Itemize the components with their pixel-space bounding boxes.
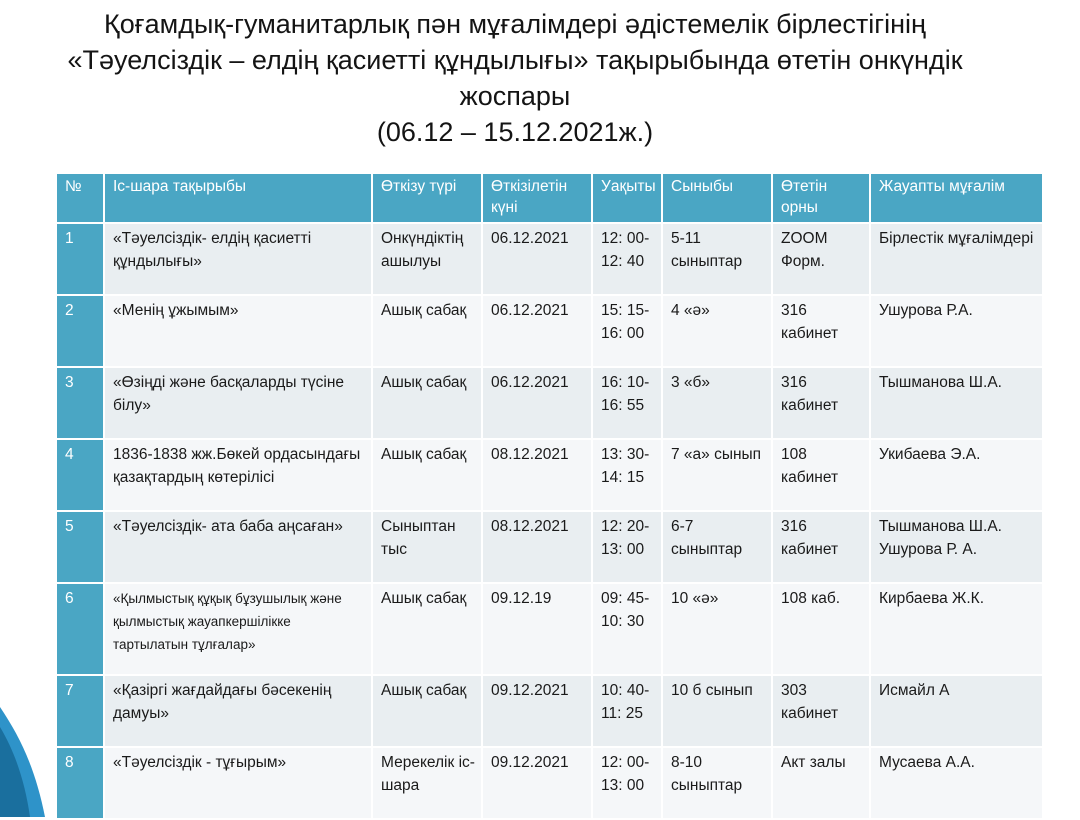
cell-event-topic: «Тәуелсіздік - тұғырым» bbox=[104, 747, 372, 819]
header-teacher: Жауапты мұғалім bbox=[870, 173, 1043, 223]
header-time: Уақыты bbox=[592, 173, 662, 223]
cell-class: 10 «ә» bbox=[662, 583, 772, 675]
cell-number: 7 bbox=[56, 675, 104, 747]
cell-location: Акт залы bbox=[772, 747, 870, 819]
cell-class: 6-7 сыныптар bbox=[662, 511, 772, 583]
cell-time: 16: 10-16: 55 bbox=[592, 367, 662, 439]
cell-format: Ашық сабақ bbox=[372, 439, 482, 511]
cell-event-topic: «Қазіргі жағдайдағы бәсекенің дамуы» bbox=[104, 675, 372, 747]
event-plan-table bbox=[55, 172, 1044, 820]
cell-teacher: Бірлестік мұғалімдері bbox=[870, 223, 1043, 295]
cell-date: 08.12.2021 bbox=[482, 439, 592, 511]
cell-time: 12: 00-12: 40 bbox=[592, 223, 662, 295]
cell-location: 316 кабинет bbox=[772, 511, 870, 583]
cell-format: Ашық сабақ bbox=[372, 583, 482, 675]
cell-event-topic: «Тәуелсіздік- елдің қасиетті құндылығы» bbox=[104, 223, 372, 295]
cell-time: 12: 20-13: 00 bbox=[592, 511, 662, 583]
cell-time: 09: 45-10: 30 bbox=[592, 583, 662, 675]
cell-teacher: Исмайл А bbox=[870, 675, 1043, 747]
cell-event-topic: «Тәуелсіздік- ата баба аңсаған» bbox=[104, 511, 372, 583]
cell-class: 3 «б» bbox=[662, 367, 772, 439]
cell-date: 09.12.2021 bbox=[482, 675, 592, 747]
cell-location: 108 кабинет bbox=[772, 439, 870, 511]
cell-number: 6 bbox=[56, 583, 104, 675]
header-number: № bbox=[56, 173, 104, 223]
cell-format: Ашық сабақ bbox=[372, 295, 482, 367]
cell-date: 09.12.19 bbox=[482, 583, 592, 675]
header-event-topic: Іс-шара тақырыбы bbox=[104, 173, 372, 223]
cell-number: 4 bbox=[56, 439, 104, 511]
table-row bbox=[56, 367, 1043, 439]
cell-date: 06.12.2021 bbox=[482, 295, 592, 367]
cell-date: 06.12.2021 bbox=[482, 223, 592, 295]
cell-event-topic: «Менің ұжымым» bbox=[104, 295, 372, 367]
page-title bbox=[0, 6, 1030, 150]
title-line: Қоғамдық-гуманитарлық пән мұғалімдері әдістемелік бірлестігінің bbox=[104, 9, 926, 39]
cell-location: ZOOM Форм. bbox=[772, 223, 870, 295]
cell-time: 12: 00-13: 00 bbox=[592, 747, 662, 819]
table-row bbox=[56, 583, 1043, 675]
cell-location: 316 кабинет bbox=[772, 295, 870, 367]
cell-time: 13: 30-14: 15 bbox=[592, 439, 662, 511]
cell-class: 5-11 сыныптар bbox=[662, 223, 772, 295]
table-header-row bbox=[56, 173, 1043, 223]
decorative-corner-swoosh bbox=[0, 707, 60, 817]
header-location: Өтетін орны bbox=[772, 173, 870, 223]
table-row bbox=[56, 223, 1043, 295]
cell-location: 108 каб. bbox=[772, 583, 870, 675]
title-line: жоспары bbox=[459, 81, 571, 111]
table-row bbox=[56, 511, 1043, 583]
title-line: «Тәуелсіздік – елдің қасиетті құндылығы» тақырыбында өтетін онкүндік bbox=[67, 45, 963, 75]
cell-location: 316 кабинет bbox=[772, 367, 870, 439]
title-line: (06.12 – 15.12.2021ж.) bbox=[376, 117, 654, 147]
cell-format: Онкүндіктің ашылуы bbox=[372, 223, 482, 295]
cell-class: 10 б сынып bbox=[662, 675, 772, 747]
cell-teacher: Тышманова Ш.А. bbox=[870, 367, 1043, 439]
cell-number: 3 bbox=[56, 367, 104, 439]
header-date: Өткізілетін күні bbox=[482, 173, 592, 223]
header-format: Өткізу түрі bbox=[372, 173, 482, 223]
table-row bbox=[56, 295, 1043, 367]
table-row bbox=[56, 747, 1043, 819]
cell-event-topic: «Өзіңді және басқаларды түсіне білу» bbox=[104, 367, 372, 439]
cell-location: 303 кабинет bbox=[772, 675, 870, 747]
cell-format: Ашық сабақ bbox=[372, 367, 482, 439]
cell-class: 4 «ә» bbox=[662, 295, 772, 367]
cell-teacher: Тышманова Ш.А. Ушурова Р. А. bbox=[870, 511, 1043, 583]
cell-teacher: Кирбаева Ж.К. bbox=[870, 583, 1043, 675]
cell-number: 2 bbox=[56, 295, 104, 367]
cell-time: 15: 15-16: 00 bbox=[592, 295, 662, 367]
header-class: Сыныбы bbox=[662, 173, 772, 223]
cell-date: 08.12.2021 bbox=[482, 511, 592, 583]
cell-event-topic: 1836-1838 жж.Бөкей ордасындағы қазақтардың көтерілісі bbox=[104, 439, 372, 511]
cell-format: Ашық сабақ bbox=[372, 675, 482, 747]
cell-format: Сыныптан тыс bbox=[372, 511, 482, 583]
cell-number: 8 bbox=[56, 747, 104, 819]
cell-number: 1 bbox=[56, 223, 104, 295]
cell-teacher: Мусаева А.А. bbox=[870, 747, 1043, 819]
cell-format: Мерекелік іс-шара bbox=[372, 747, 482, 819]
cell-number: 5 bbox=[56, 511, 104, 583]
cell-time: 10: 40-11: 25 bbox=[592, 675, 662, 747]
cell-event-topic: «Қылмыстық құқық бұзушылық және қылмыстық жауапкершілікке тартылатын тұлғалар» bbox=[104, 583, 372, 675]
cell-teacher: Укибаева Э.А. bbox=[870, 439, 1043, 511]
table-row bbox=[56, 675, 1043, 747]
cell-date: 09.12.2021 bbox=[482, 747, 592, 819]
cell-date: 06.12.2021 bbox=[482, 367, 592, 439]
cell-class: 8-10 сыныптар bbox=[662, 747, 772, 819]
cell-class: 7 «а» сынып bbox=[662, 439, 772, 511]
table-row bbox=[56, 439, 1043, 511]
cell-teacher: Ушурова Р.А. bbox=[870, 295, 1043, 367]
